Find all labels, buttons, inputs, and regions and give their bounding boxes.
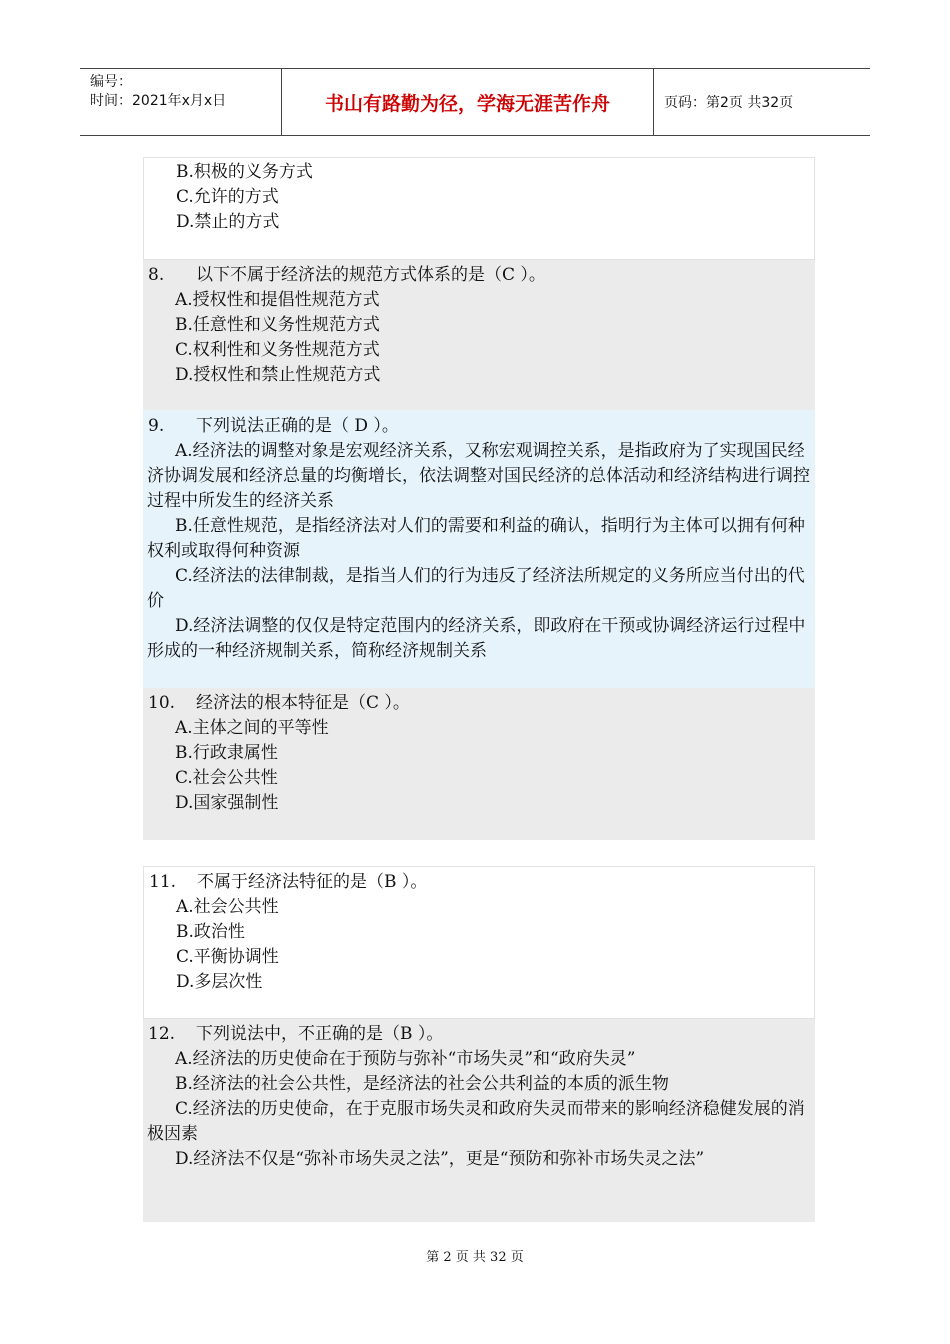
option: D.国家强制性: [175, 793, 279, 813]
question-stem: [143, 263, 815, 288]
page-footer: 第 2 页 共 32 页: [426, 1250, 524, 1265]
option: C.经济法的法律制裁，是指当人们的行为违反了经济法所规定的义务所应当付出的代价: [147, 566, 805, 611]
question-stem: [144, 870, 814, 895]
option: D.经济法不仅是“弥补市场失灵之法”，更是“预防和弥补市场失灵之法”: [175, 1149, 705, 1169]
question-8: [143, 260, 815, 410]
option: D.禁止的方式: [176, 212, 280, 232]
question-7-continued: [143, 157, 815, 260]
option: C.权利性和义务性规范方式: [175, 340, 380, 360]
time-label: 时间：2021年x月x日: [90, 93, 227, 109]
option: D.授权性和禁止性规范方式: [175, 365, 381, 385]
option: D.经济法调整的仅仅是特定范围内的经济关系，即政府在干预或协调经济运行过程中形成的一种经济规制关系，简称经济规制关系: [147, 616, 806, 661]
header-meta: [80, 69, 282, 135]
option: B.积极的义务方式: [176, 162, 313, 182]
question-9: [143, 410, 815, 688]
question-number: 8.: [148, 265, 165, 285]
question-text: 经济法的根本特征是（C ）。: [196, 693, 410, 713]
option: B.任意性和义务性规范方式: [175, 315, 380, 335]
option: B.行政隶属性: [175, 743, 278, 763]
question-text: 不属于经济法特征的是（B ）。: [197, 872, 428, 892]
option: A.经济法的历史使命在于预防与弥补“市场失灵”和“政府失灵”: [175, 1049, 636, 1069]
option: C.允许的方式: [176, 187, 279, 207]
question-stem: [143, 414, 815, 439]
header-page-info: 页码：第2页 共32页: [664, 95, 794, 111]
question-number: 10.: [148, 693, 176, 713]
page-header: [80, 68, 870, 136]
option: A.社会公共性: [176, 897, 279, 917]
question-11: [143, 866, 815, 1019]
option: C.社会公共性: [175, 768, 278, 788]
question-12: [143, 1019, 815, 1222]
number-label: 编号：: [90, 74, 132, 90]
question-number: 9.: [148, 416, 165, 436]
option: B.经济法的社会公共性，是经济法的社会公共利益的本质的派生物: [175, 1074, 669, 1094]
question-stem: [143, 691, 815, 716]
option: B.任意性规范，是指经济法对人们的需要和利益的确认，指明行为主体可以拥有何种权利或取得何种资源: [147, 516, 805, 561]
question-number: 12.: [148, 1024, 176, 1044]
question-text: 下列说法中，不正确的是（B ）。: [196, 1024, 444, 1044]
question-stem: [143, 1022, 815, 1047]
option: A.授权性和提倡性规范方式: [175, 290, 380, 310]
question-10: [143, 688, 815, 840]
option: C.经济法的历史使命，在于克服市场失灵和政府失灵而带来的影响经济稳健发展的消极因素: [147, 1099, 805, 1144]
question-text: 下列说法正确的是（ D ）。: [196, 416, 399, 436]
option: A.主体之间的平等性: [175, 718, 329, 738]
option: D.多层次性: [176, 972, 263, 992]
option: A.经济法的调整对象是宏观经济关系，又称宏观调控关系，是指政府为了实现国民经济协调发展和经济总量的均衡增长，依法调整对国民经济的总体活动和经济结构进行调控过程中所发生的经济关系: [147, 441, 810, 511]
question-number: 11.: [149, 872, 177, 892]
question-text: 以下不属于经济法的规范方式体系的是（C ）。: [196, 265, 546, 285]
header-motto: 书山有路勤为径，学海无涯苦作舟: [282, 69, 654, 135]
option: C.平衡协调性: [176, 947, 279, 967]
option: B.政治性: [176, 922, 245, 942]
